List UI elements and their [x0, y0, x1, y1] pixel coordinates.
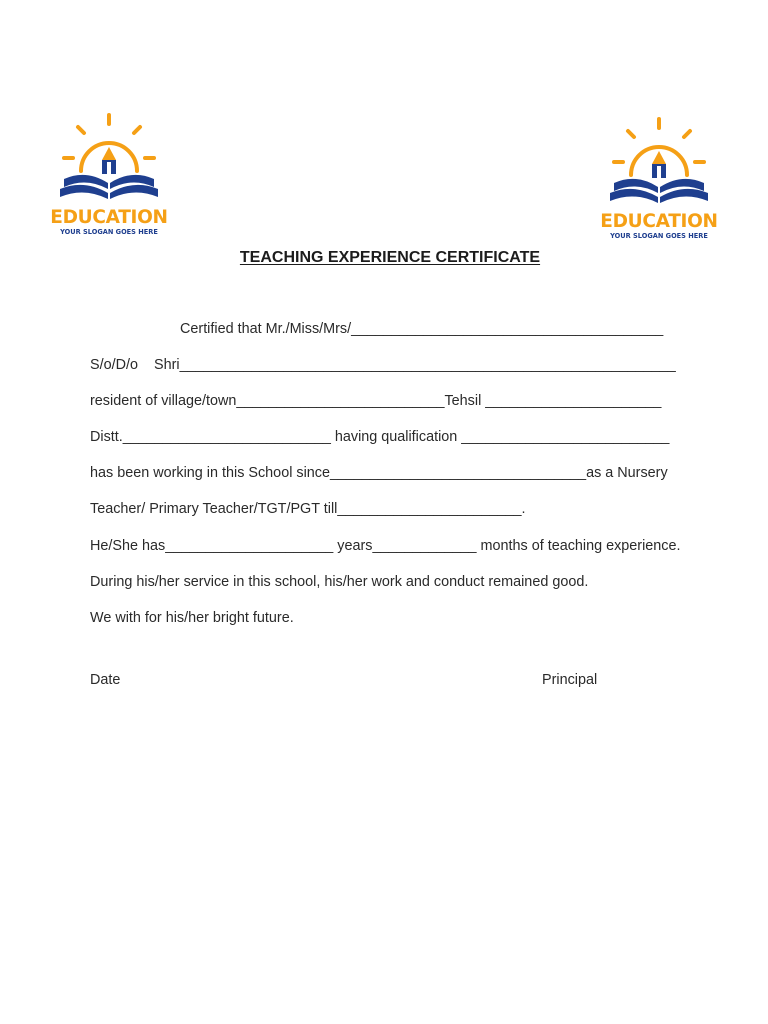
certificate-line-designation: Teacher/ Primary Teacher/TGT/PGT till_______________________.: [90, 501, 526, 517]
education-logo-right: [600, 115, 718, 241]
logo-brand-text: EDUCATION: [50, 207, 168, 228]
education-logo-left: [50, 111, 168, 237]
sun-book-logo-icon: [50, 111, 168, 207]
certificate-line-residence: resident of village/town__________________________Tehsil ______________________: [90, 393, 662, 409]
logo-brand-text: EDUCATION: [600, 211, 718, 232]
certificate-title: [0, 249, 768, 267]
certificate-line-experience: He/She has_____________________ years_____________ months of teaching experience.: [90, 538, 681, 554]
certificate-line-conduct: During his/her service in this school, his/her work and conduct remained good.: [90, 574, 589, 590]
logo-slogan-text: YOUR SLOGAN GOES HERE: [60, 228, 158, 236]
certificate-line-parent: S/o/D/o Shri______________________________________________________________: [90, 357, 676, 373]
certificate-line-working-since: has been working in this School since________________________________as a Nursery: [90, 465, 668, 481]
certificate-line-wishes: We with for his/her bright future.: [90, 610, 294, 626]
date-label: Date: [90, 672, 121, 688]
certificate-line-district: Distt.__________________________ having qualification __________________________: [90, 429, 670, 445]
certificate-title-text: TEACHING EXPERIENCE CERTIFICATE: [239, 249, 541, 266]
principal-label: Principal: [542, 672, 598, 688]
sun-book-logo-icon: [600, 115, 718, 211]
certificate-line-name: Certified that Mr./Miss/Mrs/_______________________________________: [180, 321, 664, 337]
logo-slogan-text: YOUR SLOGAN GOES HERE: [610, 232, 708, 240]
